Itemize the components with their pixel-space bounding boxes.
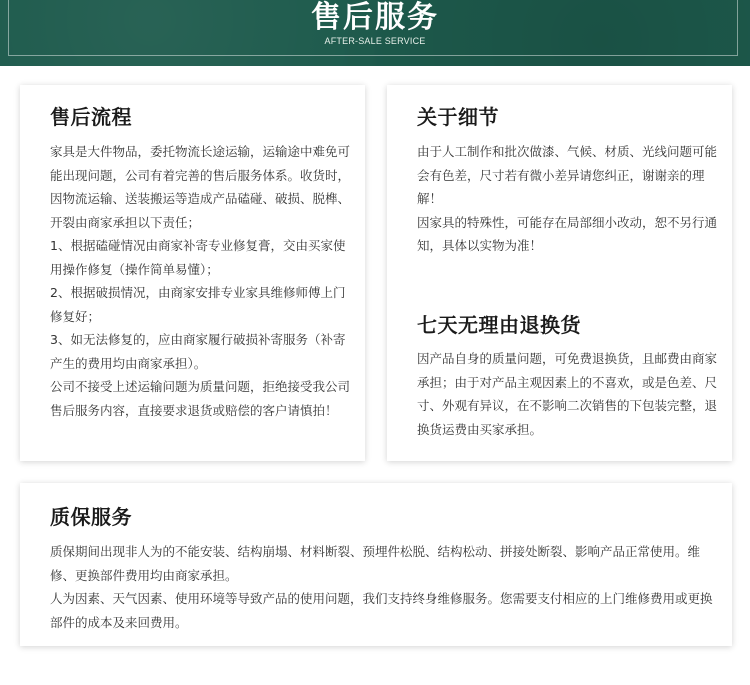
- return-policy-section: [417, 311, 720, 441]
- warranty-paragraph: 质保期间出现非人为的不能安装、结构崩塌、材料断裂、预埋件松脱、结构松动、拼接处断裂、影响产品正常使用。维修、更换部件费用均由商家承担。: [50, 544, 701, 583]
- process-paragraph: 公司不接受上述运输问题为质量问题，拒绝接受我公司售后服务内容，直接要求退货或赔偿的客户请慎拍！: [50, 379, 351, 418]
- returns-title: 七天无理由退换货: [417, 313, 581, 337]
- details-and-returns-card: [387, 85, 732, 461]
- process-title: 售后流程: [50, 105, 132, 129]
- returns-paragraph: 因产品自身的质量问题，可免费退换货，且邮费由商家承担；由于对产品主观因素上的不喜欢，或是色差、尺寸、外观有异议，在不影响二次销售的下包装完整，退换货运费由买家承担。: [417, 351, 718, 437]
- page-title: 售后服务: [311, 0, 439, 35]
- process-paragraph: 3、如无法修复的，应由商家履行破损补寄服务（补寄产生的费用均由商家承担）。: [50, 332, 346, 371]
- details-title: 关于细节: [417, 105, 499, 129]
- warranty-title: 质保服务: [50, 505, 132, 529]
- warranty-card: [20, 483, 732, 646]
- warranty-paragraph: 人为因素、天气因素、使用环境等导致产品的使用问题，我们支持终身维修服务。您需要支付相应的上门维修费用或更换部件的成本及来回费用。: [50, 591, 713, 630]
- page-subtitle: AFTER-SALE SERVICE: [324, 36, 426, 46]
- details-paragraph: 由于人工制作和批次做漆、气候、材质、光线问题可能会有色差，尺寸若有微小差异请您纠正，谢谢亲的理解！: [417, 144, 718, 206]
- header-banner: [0, 0, 750, 66]
- details-paragraph: 因家具的特殊性，可能存在局部细小改动，恕不另行通知，具体以实物为准！: [417, 214, 718, 253]
- after-sale-process-card: [20, 85, 365, 461]
- process-paragraph: 1、根据磕碰情况由商家补寄专业修复膏，交由买家使用操作修复（操作简单易懂）；: [50, 238, 346, 277]
- process-paragraph: 2、根据破损情况，由商家安排专业家具维修师傅上门修复好；: [50, 285, 346, 324]
- process-paragraph: 家具是大件物品，委托物流长途运输，运输途中难免可能出现问题，公司有着完善的售后服务体系。收货时，因物流运输、送装搬运等造成产品磕碰、破损、脱榫、开裂由商家承担以下责任；: [50, 144, 351, 230]
